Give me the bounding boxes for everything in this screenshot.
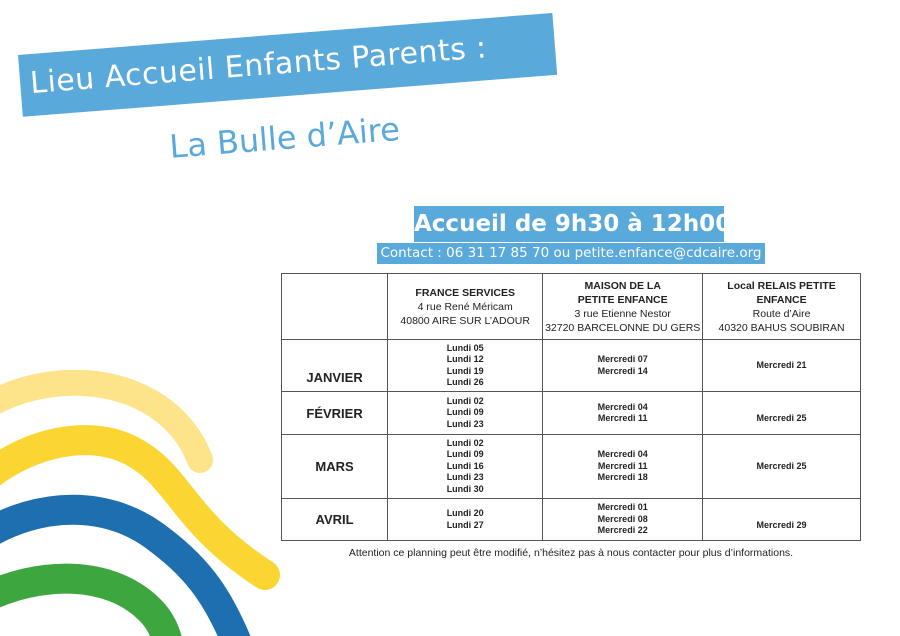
- france-dates: Lundi 02 Lundi 09 Lundi 23: [388, 392, 543, 435]
- location-name: Local RELAIS PETITE ENFANCE: [727, 279, 836, 306]
- header-maison-petite-enfance: [543, 274, 703, 340]
- location-city: 40800 AIRE SUR L’ADOUR: [400, 314, 530, 327]
- header-france-services: [388, 274, 543, 340]
- location-name: MAISON DE LA PETITE ENFANCE: [577, 279, 668, 306]
- contact-banner: Contact : 06 31 17 85 70 ou petite.enfance@cdcaire.org: [377, 243, 765, 264]
- location-name: FRANCE SERVICES: [415, 286, 515, 299]
- decorative-waves: [0, 370, 290, 636]
- month-label: FÉVRIER: [282, 392, 388, 435]
- table-row: [282, 435, 861, 499]
- table-header-row: [282, 274, 861, 340]
- page-title: Lieu Accueil Enfants Parents :: [28, 30, 489, 102]
- table-row: [282, 340, 861, 392]
- wave-green: [0, 579, 170, 636]
- location-address: 4 rue René Méricam: [417, 300, 513, 313]
- maison-dates: Mercredi 04 Mercredi 11: [543, 392, 703, 435]
- header-relais-petite-enfance: [703, 274, 861, 340]
- relais-dates: Mercredi 25: [703, 392, 861, 435]
- table-row: [282, 499, 861, 541]
- location-city: 32720 BARCELONNE DU GERS: [545, 321, 701, 334]
- relais-dates: Mercredi 29: [703, 499, 861, 541]
- schedule-table: [281, 273, 861, 541]
- maison-dates: Mercredi 07 Mercredi 14: [543, 340, 703, 392]
- disclaimer-note: Attention ce planning peut être modifié, n’hésitez pas à nous contacter pour plus d’informations.: [348, 547, 794, 559]
- hours-banner: Accueil de 9h30 à 12h00: [414, 206, 724, 242]
- france-dates: Lundi 20 Lundi 27: [388, 499, 543, 541]
- month-label: AVRIL: [282, 499, 388, 541]
- location-city: 40320 BAHUS SOUBIRAN: [718, 321, 845, 334]
- location-address: 3 rue Etienne Nestor: [574, 307, 671, 320]
- location-address: Route d’Aire: [752, 307, 811, 320]
- header-empty-cell: [282, 274, 388, 340]
- page-subtitle: La Bulle d’Aire: [168, 109, 402, 166]
- maison-dates: Mercredi 04 Mercredi 11 Mercredi 18: [543, 435, 703, 499]
- month-label: JANVIER: [282, 340, 388, 392]
- france-dates: Lundi 05 Lundi 12 Lundi 19 Lundi 26: [388, 340, 543, 392]
- relais-dates: Mercredi 25: [703, 435, 861, 499]
- title-band: [18, 13, 557, 117]
- month-label: MARS: [282, 435, 388, 499]
- relais-dates: Mercredi 21: [703, 340, 861, 392]
- france-dates: Lundi 02 Lundi 09 Lundi 16 Lundi 23 Lundi 30: [388, 435, 543, 499]
- maison-dates: Mercredi 01 Mercredi 08 Mercredi 22: [543, 499, 703, 541]
- table-row: [282, 392, 861, 435]
